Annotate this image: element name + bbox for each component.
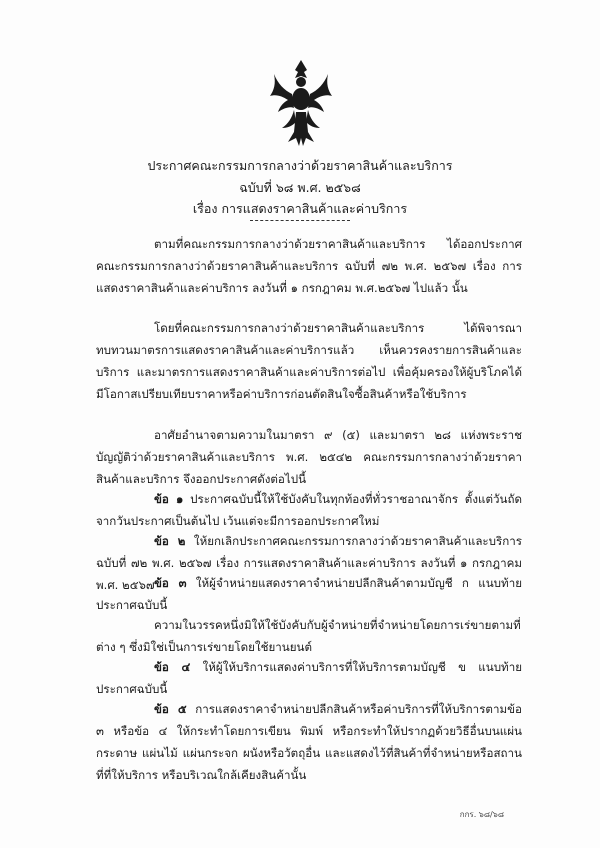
garuda-emblem-icon: [266, 58, 336, 150]
announcement-title: ประกาศคณะกรรมการกลางว่าด้วยราคาสินค้าและบริการ: [147, 158, 453, 173]
paragraph-authority: [96, 424, 522, 490]
clause-number: ข้อ ๕: [154, 702, 187, 716]
clause-text: การแสดงราคาจำหน่ายปลีกสินค้าหรือค่าบริการที่ให้บริการตามข้อ ๓ หรือข้อ ๔ ให้กระทำโดยการเขียน พิมพ์ หรือกระทำให้ปรากฏด้วยวิธีอื่นบนแผ่นกระดาษ แผ่นไม้ แผ่นกระจก ผนังหรือวัตถุอื่น และแสดงไว้ที่สินค้าที่จำหน่ายหรือสถานที่ที่ให้บริการ หรือบริเวณใกล้เคียงสินค้านั้น: [96, 702, 522, 782]
clause-number: ข้อ ๔: [154, 660, 191, 674]
clause-text: ประกาศฉบับนี้ให้ใช้บังคับในทุกท้องที่ทั่วราชอาณาจักร ตั้งแต่วันถัดจากวันประกาศเป็นต้นไป เว้นแต่จะมีการออกประกาศใหม่: [96, 492, 522, 528]
clause-text: ให้ยกเลิกประกาศคณะกรรมการกลางว่าด้วยราคาสินค้าและบริการ ฉบับที่ ๗๒ พ.ศ. ๒๕๖๗ เรื่อง การแสดงราคาสินค้าและค่าบริการ ลงวันที่ ๑ กรกฎาคม พ.ศ. ๒๕๖๗: [96, 534, 522, 592]
paragraph-text: อาศัยอำนาจตามความในมาตรา ๙ (๕) และมาตรา ๒๘ แห่งพระราชบัญญัติว่าด้วยราคาสินค้าและบริการ พ.ศ. ๒๕๔๒ คณะกรรมการกลางว่าด้วยราคาสินค้าและบริการ จึงออกประกาศดังต่อไปนี้: [96, 428, 522, 486]
announcement-number: ฉบับที่ ๖๘ พ.ศ. ๒๕๖๘: [239, 180, 361, 195]
paragraph-text: ความในวรรคหนึ่งมิให้ใช้บังคับกับผู้จำหน่ายที่จำหน่ายโดยการเร่ขายตามที่ต่าง ๆ ซึ่งมิใช่เป็นการเร่ขายโดยใช้ยานยนต์: [96, 618, 521, 654]
clause-number: ข้อ ๑: [154, 492, 184, 506]
clause-number: ข้อ ๒: [154, 534, 186, 548]
clause-3-subparagraph: [96, 614, 522, 658]
title-divider: [250, 220, 350, 221]
clause-4: [96, 656, 522, 700]
clause-1: [96, 488, 522, 532]
clause-text: ให้ผู้จำหน่ายแสดงราคาจำหน่ายปลีกสินค้าตามบัญชี ก แนบท้ายประกาศฉบับนี้: [96, 576, 522, 612]
page-reference-code: กกร. ๖๘/๖๘: [459, 810, 504, 819]
clause-text: ให้ผู้ให้บริการแสดงค่าบริการที่ให้บริการตามบัญชี ข แนบท้ายประกาศฉบับนี้: [96, 660, 522, 696]
paragraph-reasoning: [96, 317, 522, 405]
paragraph-text: ตามที่คณะกรรมการกลางว่าด้วยราคาสินค้าและบริการ ได้ออกประกาศคณะกรรมการกลางว่าด้วยราคาสินค้าและบริการ ฉบับที่ ๗๒ พ.ศ. ๒๕๖๗ เรื่อง การแสดงราคาสินค้าและค่าบริการ ลงวันที่ ๑ กรกฎาคม พ.ศ.๒๕๖๗ ไปแล้ว นั้น: [96, 237, 522, 295]
announcement-subject: เรื่อง การแสดงราคาสินค้าและค่าบริการ: [192, 201, 408, 216]
paragraph-preamble: [96, 233, 522, 299]
clause-3: [96, 572, 522, 616]
paragraph-text: โดยที่คณะกรรมการกลางว่าด้วยราคาสินค้าและบริการ ได้พิจารณาทบทวนมาตรการแสดงราคาสินค้าและค่าบริการแล้ว เห็นควรคงรายการสินค้าและบริการ และมาตรการแสดงราคาสินค้าและค่าบริการต่อไป เพื่อคุ้มครองให้ผู้บริโภคได้มีโอกาสเปรียบเทียบราคาหรือค่าบริการก่อนตัดสินใจซื้อสินค้าหรือใช้บริการ: [96, 321, 522, 401]
clause-number: ข้อ ๓: [154, 576, 187, 590]
clause-5: [96, 698, 522, 786]
